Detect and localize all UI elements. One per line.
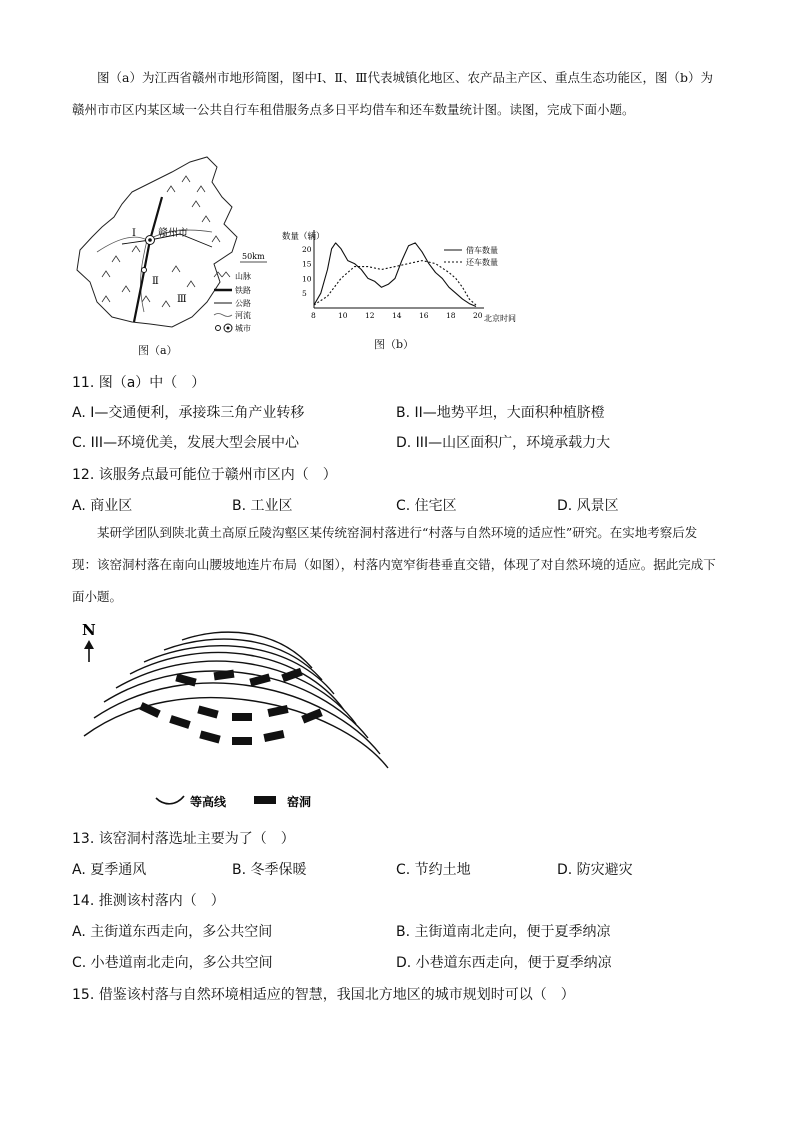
q13-option-b[interactable]: B. 冬季保暖 — [232, 862, 307, 878]
svg-text:山脉: 山脉 — [235, 272, 251, 281]
legend-borrow: 借车数量 — [466, 246, 498, 255]
city-dot-icon — [216, 326, 221, 331]
x-tick-label: 10 — [338, 311, 348, 320]
q11-option-a[interactable]: A. I—交通便利，承接珠三角产业转移 — [72, 405, 305, 421]
y-tick-label: 15 — [302, 259, 312, 269]
intro-paragraph-2 — [72, 517, 722, 613]
q13-option-d[interactable]: D. 防灾避灾 — [557, 862, 633, 878]
svg-text:公路: 公路 — [235, 299, 251, 308]
x-tick-label: 8 — [311, 311, 316, 320]
cave-dwellings — [139, 668, 323, 745]
svg-text:河流: 河流 — [235, 311, 251, 320]
series-line-borrow — [314, 243, 476, 307]
q11-option-b[interactable]: B. II—地势平坦，大面积种植脐橙 — [396, 405, 605, 421]
contour-lines — [84, 632, 388, 768]
chart-ylabel: 数量（辆） — [282, 232, 325, 242]
svg-text:等高线: 等高线 — [190, 795, 227, 809]
terrain-map-a — [72, 152, 282, 352]
region-label-1: Ⅰ — [132, 228, 136, 239]
x-tick-label: 12 — [365, 311, 375, 320]
cave-legend-icon — [254, 796, 276, 804]
bike-rental-chart — [276, 222, 526, 328]
question-13-stem: 13. 该窑洞村落选址主要为了（ ） — [72, 831, 295, 847]
scale-label: 50km — [242, 252, 265, 261]
river-icon — [214, 314, 232, 317]
region-label-3: Ⅲ — [177, 294, 187, 305]
chart-xlabel: 北京时间 — [484, 314, 516, 323]
contour-legend-icon — [156, 796, 184, 804]
svg-text:铁路: 铁路 — [235, 286, 251, 295]
chart-b-caption: 图（b） — [374, 338, 415, 351]
map-c-legend — [156, 794, 311, 809]
q12-option-d[interactable]: D. 风景区 — [557, 498, 619, 514]
q12-option-a[interactable]: A. 商业区 — [72, 498, 133, 514]
q14-option-b[interactable]: B. 主街道南北走向，便于夏季纳凉 — [396, 924, 611, 940]
q13-option-c[interactable]: C. 节约土地 — [396, 862, 471, 878]
intro-text-1: 图（a）为江西省赣州市地形简图，图中Ⅰ、Ⅱ、Ⅲ代表城镇化地区、农产品主产区、重点生态功能区，图（b）为赣州市市区内某区域一公共自行车租借服务点多日平均借车和还车数量统计图。读图，完成下面小题。 — [72, 70, 713, 117]
region-label-2: Ⅱ — [152, 276, 159, 287]
legend-return: 还车数量 — [466, 258, 498, 267]
city-icon — [142, 268, 147, 273]
map-a-caption: 图（a） — [138, 344, 178, 357]
q12-option-c[interactable]: C. 住宅区 — [396, 498, 457, 514]
series-line-return — [314, 261, 476, 305]
svg-text:城市: 城市 — [235, 324, 251, 333]
x-tick-label: 18 — [446, 311, 456, 320]
q14-option-a[interactable]: A. 主街道东西走向，多公共空间 — [72, 924, 273, 940]
x-tick-label: 20 — [473, 311, 483, 320]
q14-option-c[interactable]: C. 小巷道南北走向，多公共空间 — [72, 955, 273, 971]
north-arrow-icon — [84, 640, 94, 662]
question-15-stem: 15. 借鉴该村落与自然环境相适应的智慧，我国北方地区的城市规划时可以（ ） — [72, 987, 575, 1003]
question-12-stem: 12. 该服务点最可能位于赣州市区内（ ） — [72, 467, 337, 483]
q11-option-c[interactable]: C. III—环境优美，发展大型会展中心 — [72, 435, 300, 451]
question-11-stem: 11. 图（a）中（ ） — [72, 375, 206, 391]
intro-text-2: 某研学团队到陕北黄土高原丘陵沟壑区某传统窑洞村落进行“村落与自然环境的适应性”研究。在实地考察后发现：该窑洞村落在南向山腰坡地连片布局（如图），村落内宽窄街巷垂直交错，体现了对自然环境的适应。据此完成下面小题。 — [72, 525, 716, 604]
city-label: 赣州市 — [158, 228, 188, 239]
y-tick-label: 10 — [302, 274, 312, 284]
svg-text:窑洞: 窑洞 — [287, 795, 312, 809]
x-tick-label: 14 — [392, 311, 402, 320]
cave-village-map — [72, 618, 402, 816]
y-tick-label: 20 — [302, 244, 312, 254]
north-label: N — [82, 621, 96, 639]
q11-option-d[interactable]: D. III—山区面积广，环境承载力大 — [396, 435, 611, 451]
q13-option-a[interactable]: A. 夏季通风 — [72, 862, 147, 878]
intro-paragraph-1 — [72, 62, 722, 126]
q12-option-b[interactable]: B. 工业区 — [232, 498, 293, 514]
question-14-stem: 14. 推测该村落内（ ） — [72, 893, 225, 909]
x-tick-label: 16 — [419, 311, 429, 320]
q14-option-d[interactable]: D. 小巷道东西走向，便于夏季纳凉 — [396, 955, 612, 971]
y-tick-label: 5 — [302, 289, 307, 299]
